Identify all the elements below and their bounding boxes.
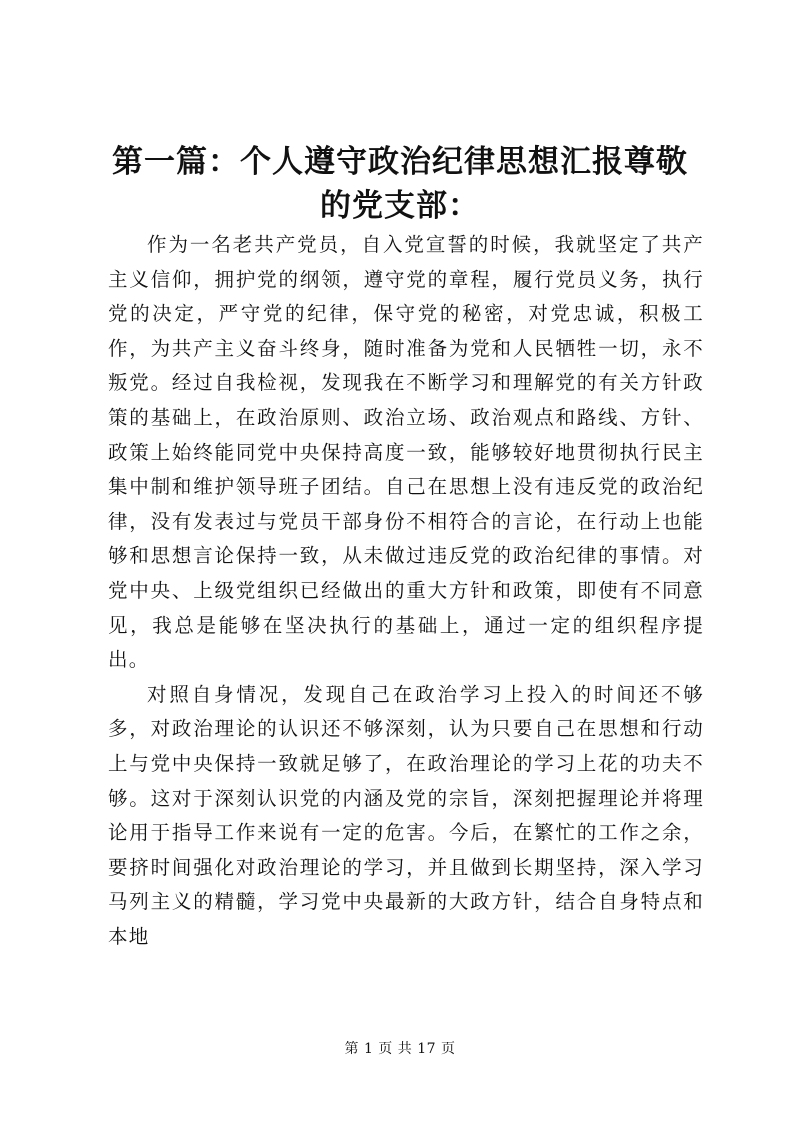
document-title: 第一篇：个人遵守政治纪律思想汇报尊敬的党支部： xyxy=(112,144,688,224)
document-body xyxy=(108,228,704,954)
page-number-footer: 第 1 页 共 17 页 xyxy=(344,1041,456,1057)
paragraph-2: 对照自身情况，发现自己在政治学习上投入的时间还不够多，对政治理论的认识还不够深刻，认为只要自己在思想和行动上与党中央保持一致就足够了，在政治理论的学习上花的功夫不够。这对于深刻认识党的内涵及党的宗旨，深刻把握理论并将理论用于指导工作来说有一定的危害。今后，在繁忙的工作之余，要挤时间强化对政治理论的学习，并且做到长期坚持，深入学习马列主义的精髓，学习党中央最新的大政方针，结合自身特点和本地 xyxy=(108,682,704,948)
paragraph-1: 作为一名老共产党员，自入党宣誓的时候，我就坚定了共产主义信仰，拥护党的纲领，遵守党的章程，履行党员义务，执行党的决定，严守党的纪律，保守党的秘密，对党忠诚，积极工作，为共产主义奋斗终身，随时准备为党和人民牺牲一切，永不叛党。经过自我检视，发现我在不断学习和理解党的有关方针政策的基础上，在政治原则、政治立场、政治观点和路线、方针、政策上始终能同党中央保持高度一致，能够较好地贯彻执行民主集中制和维护领导班子团结。自己在思想上没有违反党的政治纪律，没有发表过与党员干部身份不相符合的言论，在行动上也能够和思想言论保持一致，从未做过违反党的政治纪律的事情。对党中央、上级党组织已经做出的重大方针和政策，即使有不同意见，我总是能够在坚决执行的基础上，通过一定的组织程序提出。 xyxy=(108,233,704,672)
